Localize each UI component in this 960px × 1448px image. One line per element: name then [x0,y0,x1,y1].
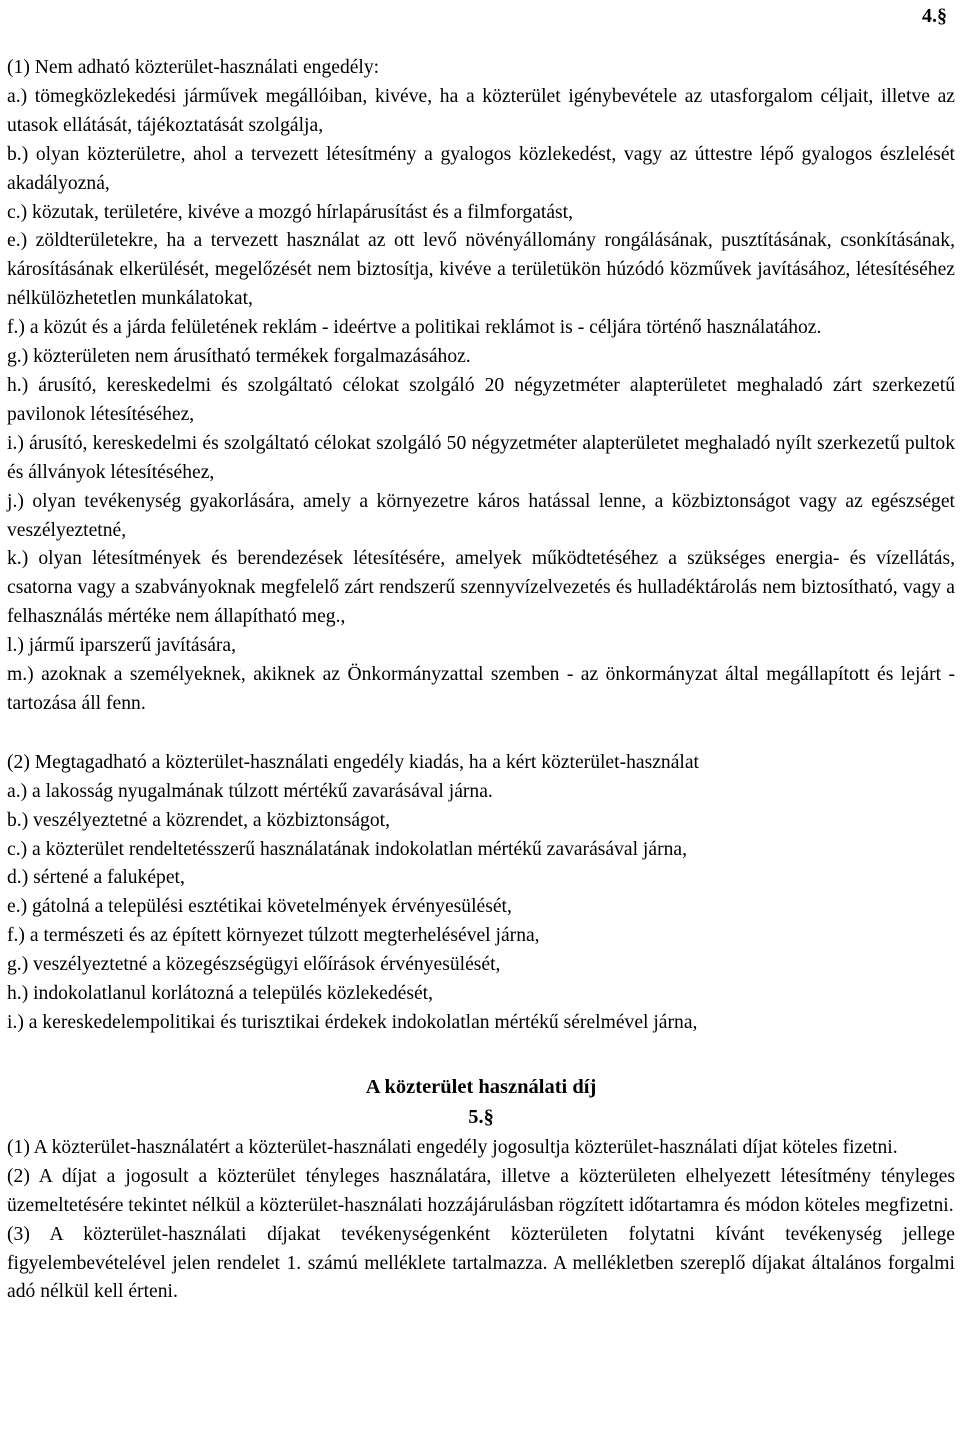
para1-item-f: f.) a közút és a járda felületének reklám - ideértve a politikai reklámot is - céljára történő használatához. [7,317,822,339]
para1-item-a: a.) tömegközlekedési járművek megállóiban, kivéve, ha a közterület igénybevétele az utasforgalom céljait, illetve az utasok ellátását, tájékoztatását szolgálja, [7,85,955,136]
spacer [7,719,955,749]
para2-item-e: e.) gátolná a települési esztétikai követelmények érvényesülését, [7,896,512,918]
para1-item-j: j.) olyan tevékenység gyakorlására, amely a környezetre káros hatással lenne, a közbiztonságot vagy az egészséget veszélyeztetné, [7,490,955,541]
para2-item-c: c.) a közterület rendeltetésszerű használatának indokolatlan mértékű zavarásával járna, [7,838,687,860]
para1-item-k: k.) olyan létesítmények és berendezések létesítésére, amelyek működtetéséhez a szükséges energia- és vízellátás, csatorna vagy a szabványoknak megfelelő zárt rendszerű szennyvízelvezetés és hulladéktárolás nem biztosítható, vagy a felhasználás mértéke nem állapítható meg., [7,548,955,628]
section5-para-1: (1) A közterület-használatért a közterület-használati engedély jogosultja közterület-használati díjat köteles fizetni. [7,1136,898,1158]
para1-item-h: h.) árusító, kereskedelmi és szolgáltató célokat szolgáló 20 négyzetméter alapterületet meghaladó zárt szerkezetű pavilonok létesítéséhez, [7,374,955,425]
para1-item-g: g.) közterületen nem árusítható termékek forgalmazásához. [7,346,471,368]
section-5-heading: A közterület használati díj [365,1075,597,1098]
para2-item-d: d.) sértené a faluképet, [7,867,185,889]
para1-item-e: e.) zöldterületekre, ha a tervezett használat az ott levő növényállomány rongálásának, pusztításának, csonkításának, károsításának elkerülését, megelőzését nem biztosítja, kivéve a területükön húzódó közművek javításához, létesítéséhez nélkülözhetetlen munkálatokat, [7,230,955,310]
section-5-number: 5.§ [468,1105,494,1128]
para1-item-c: c.) közutak, területére, kivéve a mozgó hírlapárusítást és a filmforgatást, [7,201,574,223]
para2-item-h: h.) indokolatlanul korlátozná a település közlekedését, [7,983,434,1005]
para2-item-g: g.) veszélyeztetné a közegészségügyi előírások érvényesülését, [7,954,501,976]
section5-para-3: (3) A közterület-használati díjakat tevékenységenként közterületen folytatni kívánt tevékenység jellege figyelembevételével jelen rendelet 1. számú melléklete tartalmazza. A mellékletben szereplő díjakat általános forgalmi adó nélkül kell érteni. [7,1223,955,1303]
para1-item-i: i.) árusító, kereskedelmi és szolgáltató célokat szolgáló 50 négyzetméter alapterületet meghaladó nyílt szerkezetű pultok és állványok létesítéséhez, [7,432,955,483]
para1-item-m: m.) azoknak a személyeknek, akiknek az Önkormányzattal szemben - az önkormányzat által megállapított és lejárt - tartozása áll fenn. [7,664,955,714]
section5-para-2: (2) A díjat a jogosult a közterület tényleges használatára, illetve a közterületen elhelyezett létesítmény tényleges üzemeltetésére tekintet nélkül a közterület-használati hozzájárulásban rögzített időtartamra és módon köteles megfizetni. [7,1165,955,1216]
para1-item-b: b.) olyan közterületre, ahol a tervezett létesítmény a gyalogos közlekedést, vagy az úttestre lépő gyalogos észlelését akadályozná, [7,143,955,194]
document-body [7,54,955,1307]
para1-intro: (1) Nem adható közterület-használati engedély: [7,57,380,78]
spacer [7,1038,955,1072]
para2-item-i: i.) a kereskedelempolitikai és turisztikai érdekek indokolatlan mértékű sérelmével járna, [7,1012,698,1033]
para2-item-f: f.) a természeti és az épített környezet túlzott megterhelésével járna, [7,925,540,947]
para2-item-a: a.) a lakosság nyugalmának túlzott mértékű zavarásával járna. [7,780,493,802]
section-4-number: 4.§ [922,5,947,27]
para1-item-l: l.) jármű iparszerű javítására, [7,635,237,657]
para2-item-b: b.) veszélyeztetné a közrendet, a közbiztonságot, [7,809,390,831]
para2-intro: (2) Megtagadható a közterület-használati engedély kiadás, ha a kért közterület-használat [7,751,699,773]
